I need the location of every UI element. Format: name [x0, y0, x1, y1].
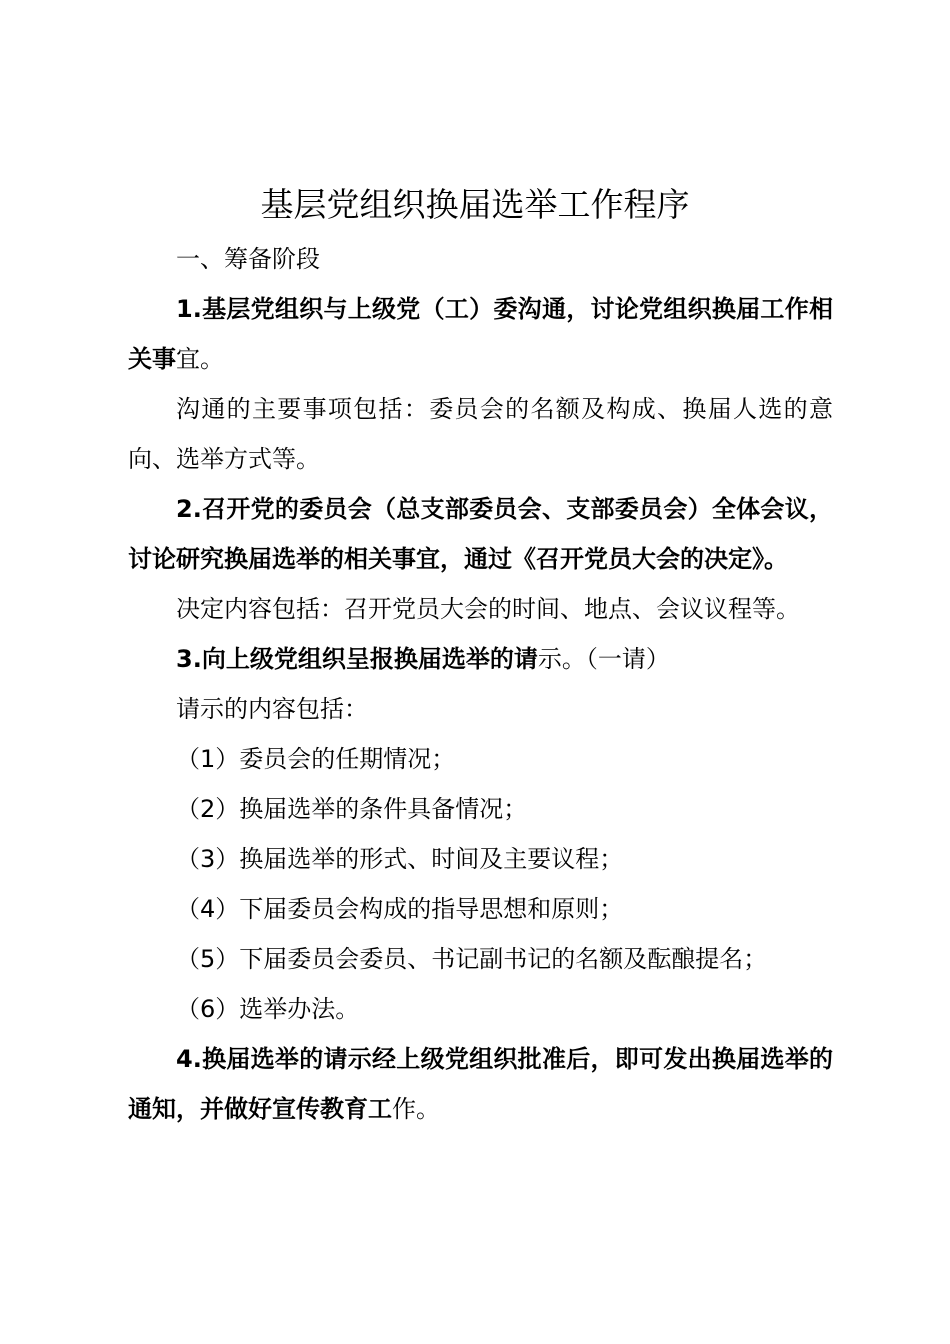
section-heading: 一、筹备阶段	[176, 245, 320, 273]
list-item: （4）下届委员会构成的指导思想和原则；	[176, 895, 624, 923]
step-1-bold: 1.基层党组织与上级党（工）委沟通，讨论党组织换届工作相关事	[128, 295, 833, 373]
list-item: （6）选举办法。	[176, 995, 360, 1023]
document-title: 基层党组织换届选举工作程序	[260, 185, 690, 224]
list-item: （1）委员会的任期情况；	[176, 745, 456, 773]
step-2	[128, 484, 833, 584]
step-1-rest: 宜。	[176, 345, 224, 373]
list-item: （5）下届委员会委员、书记副书记的名额及酝酿提名；	[176, 945, 768, 973]
step-3-rest: 示。（一请）	[537, 645, 670, 673]
step-2-detail: 决定内容包括：召开党员大会的时间、地点、会议议程等。	[176, 595, 800, 623]
step-3-intro: 请示的内容包括：	[176, 695, 368, 723]
document-body	[128, 234, 833, 1134]
step-1	[128, 284, 833, 384]
step-4	[128, 1034, 833, 1134]
step-2-bold: 2.召开党的委员会（总支部委员会、支部委员会）全体会议，讨论研究换届选举的相关事宜，通过《召开党员大会的决定》。	[128, 495, 833, 573]
step-4-bold: 4.换届选举的请示经上级党组织批准后，即可发出换届选举的通知，并做好宣传教育工	[128, 1045, 833, 1123]
step-3-bold: 3.向上级党组织呈报换届选举的请	[176, 645, 538, 673]
step-3	[128, 634, 833, 684]
step-4-rest: 作。	[392, 1095, 440, 1123]
step-1-detail: 沟通的主要事项包括：委员会的名额及构成、换届人选的意向、选举方式等。	[128, 395, 833, 473]
list-item: （2）换届选举的条件具备情况；	[176, 795, 528, 823]
list-item: （3）换届选举的形式、时间及主要议程；	[176, 845, 624, 873]
